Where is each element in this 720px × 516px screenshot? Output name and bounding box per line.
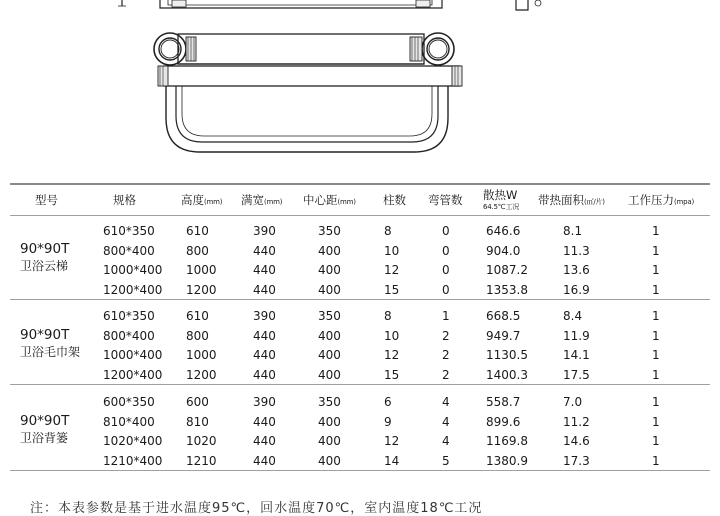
- header-heat-condition: 64.5℃工况: [483, 203, 520, 211]
- cell-bends: 4: [442, 395, 450, 409]
- group-divider: [10, 384, 710, 385]
- cell-heat: 899.6: [486, 414, 521, 429]
- cell-height: 1020: [186, 434, 217, 448]
- cell-pressure: 1: [652, 328, 660, 343]
- cell-heat: 949.7: [486, 328, 521, 343]
- cell-pressure: 1: [652, 453, 660, 468]
- cell-spec: 1000*400: [103, 348, 163, 362]
- cell-height: 810: [186, 414, 209, 429]
- cell-heat: 1380.9: [486, 453, 528, 468]
- cell-columns: 10: [384, 243, 400, 258]
- cell-bends: 2: [442, 328, 450, 343]
- cell-bends: 5: [442, 453, 450, 468]
- cell-area: 17.5: [563, 367, 590, 382]
- cell-width: 440: [253, 414, 276, 429]
- cell-heat: 1169.8: [486, 434, 528, 448]
- cell-area: 14.6: [563, 434, 590, 448]
- cell-bends: 0: [442, 243, 450, 258]
- cell-heat: 1087.2: [486, 263, 528, 277]
- cell-spec: 800*400: [103, 243, 155, 258]
- cell-columns: 9: [384, 414, 392, 429]
- cell-heat: 904.0: [486, 243, 521, 258]
- cell-bends: 1: [442, 309, 450, 323]
- cell-center-distance: 400: [318, 348, 341, 362]
- header-bottom-rule: [10, 215, 710, 216]
- cell-bends: 2: [442, 348, 450, 362]
- cell-pressure: 1: [652, 395, 660, 409]
- cell-spec: 1000*400: [103, 263, 163, 277]
- cell-bends: 4: [442, 434, 450, 448]
- group-model-label: 90*90T 卫浴背篓: [20, 413, 70, 445]
- cell-center-distance: 350: [318, 309, 341, 323]
- header-area: 带热面积(㎡/片): [538, 193, 605, 207]
- cell-spec: 1020*400: [103, 434, 163, 448]
- cell-columns: 15: [384, 367, 400, 382]
- cell-area: 11.3: [563, 243, 590, 258]
- cell-spec: 610*350: [103, 224, 155, 238]
- header-width: 满宽(mm): [241, 193, 283, 207]
- cell-width: 440: [253, 348, 276, 362]
- cell-heat: 558.7: [486, 395, 521, 409]
- cell-area: 17.3: [563, 453, 590, 468]
- cell-spec: 600*350: [103, 395, 155, 409]
- cell-columns: 12: [384, 434, 400, 448]
- cell-width: 440: [253, 434, 276, 448]
- cell-bends: 0: [442, 263, 450, 277]
- cell-columns: 10: [384, 328, 400, 343]
- cell-area: 8.4: [563, 309, 583, 323]
- cell-columns: 12: [384, 348, 400, 362]
- cell-pressure: 1: [652, 263, 660, 277]
- group-divider: [10, 299, 710, 300]
- cell-heat: 668.5: [486, 309, 521, 323]
- cell-spec: 800*400: [103, 328, 155, 343]
- cell-height: 610: [186, 224, 209, 238]
- cell-pressure: 1: [652, 414, 660, 429]
- cell-heat: 1400.3: [486, 367, 528, 382]
- cell-columns: 8: [384, 309, 392, 323]
- cell-height: 1200: [186, 367, 217, 382]
- cell-width: 440: [253, 243, 276, 258]
- header-pressure: 工作压力(mpa): [628, 193, 695, 207]
- cell-height: 1000: [186, 348, 217, 362]
- cell-height: 1210: [186, 453, 217, 468]
- cell-area: 16.9: [563, 282, 590, 297]
- cell-center-distance: 400: [318, 263, 341, 277]
- cell-center-distance: 350: [318, 395, 341, 409]
- cell-spec: 1210*400: [103, 453, 163, 468]
- cell-pressure: 1: [652, 367, 660, 382]
- cell-spec: 610*350: [103, 309, 155, 323]
- product-technical-drawing: [0, 0, 720, 175]
- cell-height: 1000: [186, 263, 217, 277]
- cell-columns: 8: [384, 224, 392, 238]
- cell-pressure: 1: [652, 348, 660, 362]
- cell-width: 440: [253, 328, 276, 343]
- cell-height: 610: [186, 309, 209, 323]
- cell-center-distance: 400: [318, 414, 341, 429]
- footnote: 注：本表参数是基于进水温度95℃，回水温度70℃，室内温度18℃工况: [30, 501, 483, 516]
- header-height: 高度(mm): [181, 193, 223, 207]
- cell-area: 13.6: [563, 263, 590, 277]
- header-bends: 弯管数: [428, 193, 463, 207]
- cell-area: 8.1: [563, 224, 583, 238]
- cell-center-distance: 400: [318, 367, 341, 382]
- cell-height: 1200: [186, 282, 217, 297]
- cell-columns: 6: [384, 395, 392, 409]
- cell-center-distance: 400: [318, 243, 341, 258]
- cell-center-distance: 400: [318, 282, 341, 297]
- cell-center-distance: 400: [318, 328, 341, 343]
- cell-center-distance: 350: [318, 224, 341, 238]
- cell-bends: 0: [442, 282, 450, 297]
- cell-columns: 14: [384, 453, 400, 468]
- cell-bends: 2: [442, 367, 450, 382]
- group-model-label: 90*90T 卫浴毛巾架: [20, 327, 81, 359]
- cell-heat: 1353.8: [486, 282, 528, 297]
- cell-spec: 1200*400: [103, 282, 163, 297]
- cell-spec: 1200*400: [103, 367, 163, 382]
- group-model-label: 90*90T 卫浴云梯: [20, 241, 70, 273]
- cell-area: 7.0: [563, 395, 583, 409]
- cell-heat: 646.6: [486, 224, 521, 238]
- cell-pressure: 1: [652, 243, 660, 258]
- header-spec: 规格: [113, 193, 136, 207]
- cell-area: 11.9: [563, 328, 590, 343]
- header-columns: 柱数: [383, 193, 406, 207]
- cell-height: 800: [186, 243, 209, 258]
- cell-bends: 0: [442, 224, 450, 238]
- cell-height: 600: [186, 395, 209, 409]
- cell-pressure: 1: [652, 309, 660, 323]
- cell-pressure: 1: [652, 434, 660, 448]
- cell-bends: 4: [442, 414, 450, 429]
- cell-area: 14.1: [563, 348, 590, 362]
- cell-width: 390: [253, 224, 276, 238]
- cell-spec: 810*400: [103, 414, 155, 429]
- cell-width: 440: [253, 367, 276, 382]
- cell-heat: 1130.5: [486, 348, 528, 362]
- header-model: 型号: [35, 193, 58, 207]
- cell-width: 390: [253, 395, 276, 409]
- cell-pressure: 1: [652, 224, 660, 238]
- cell-columns: 15: [384, 282, 400, 297]
- cell-height: 800: [186, 328, 209, 343]
- table-bottom-rule: [10, 470, 710, 471]
- table-top-rule: [10, 183, 710, 185]
- cell-width: 390: [253, 309, 276, 323]
- cell-width: 440: [253, 282, 276, 297]
- cell-center-distance: 400: [318, 434, 341, 448]
- cell-area: 11.2: [563, 414, 590, 429]
- cell-width: 440: [253, 263, 276, 277]
- cell-pressure: 1: [652, 282, 660, 297]
- cell-center-distance: 400: [318, 453, 341, 468]
- header-heat: 散热W: [483, 188, 518, 202]
- cell-width: 440: [253, 453, 276, 468]
- cell-columns: 12: [384, 263, 400, 277]
- header-center-distance: 中心距(mm): [303, 193, 356, 207]
